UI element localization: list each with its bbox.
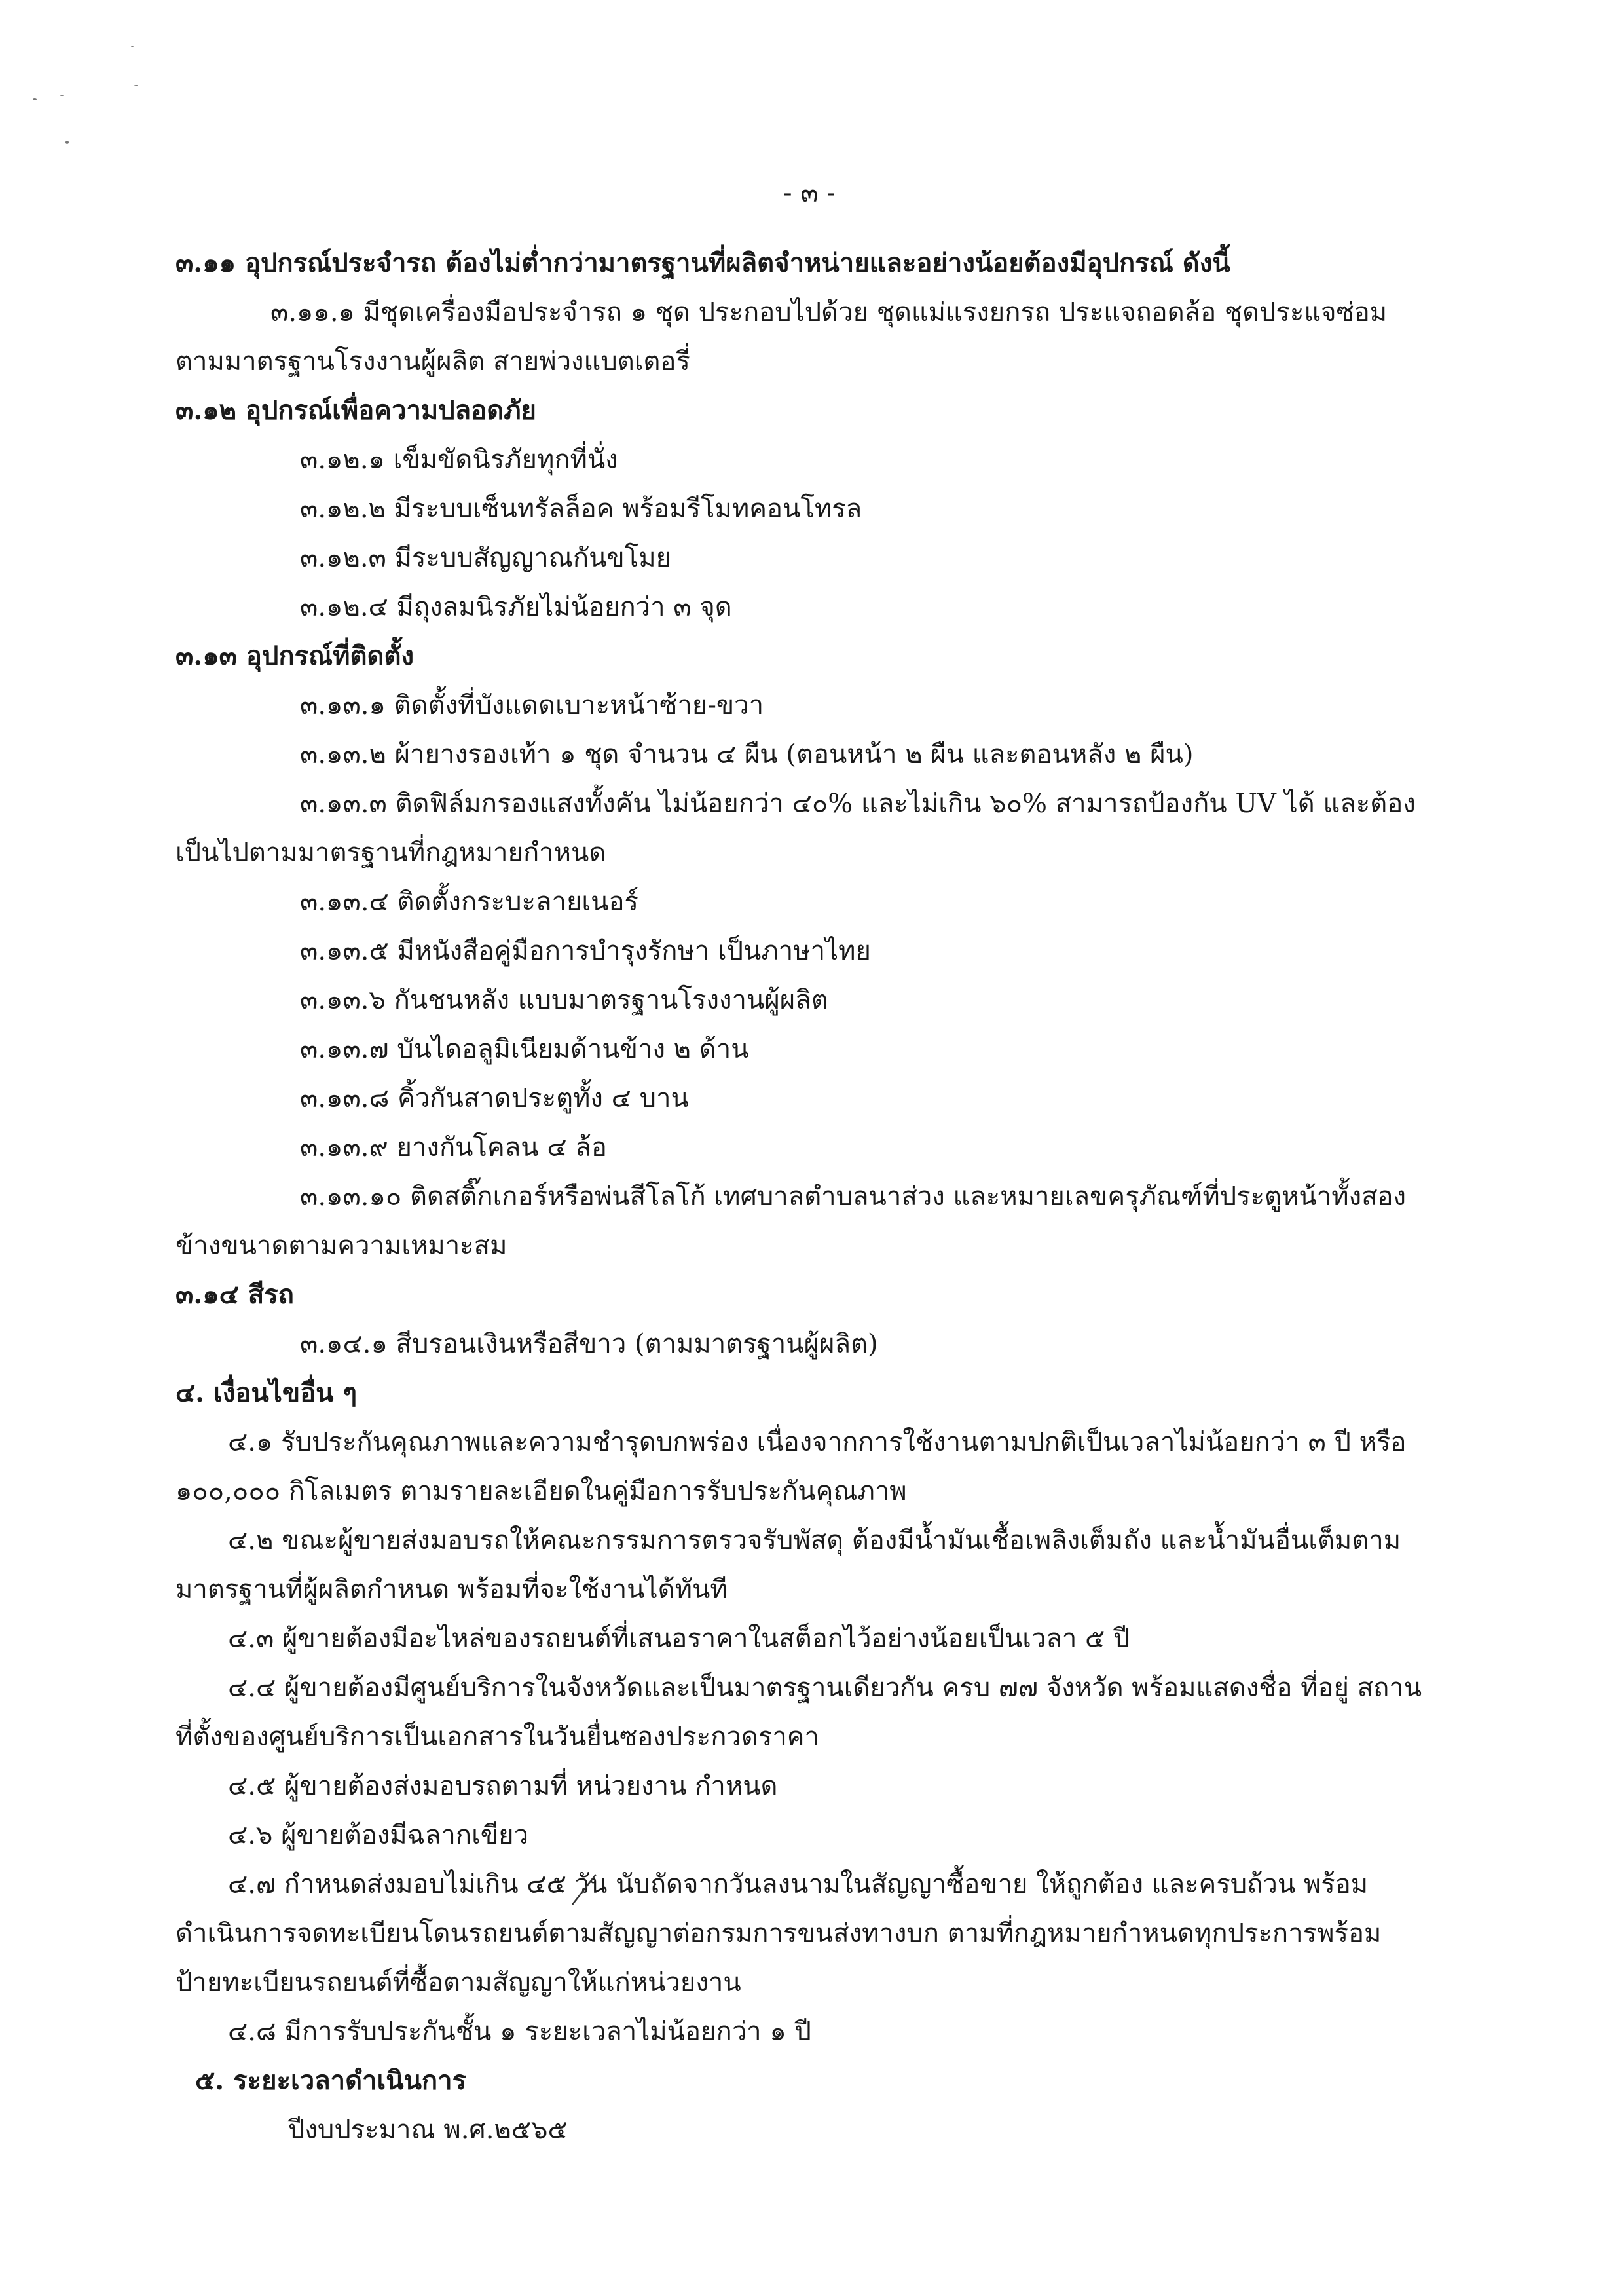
list-item: ๓.๑๒.๑ เข็มขัดนิรภัยทุกที่นั่ง (300, 445, 618, 475)
body-line: ที่ตั้งของศูนย์บริการเป็นเอกสารในวันยื่นซองประกวดราคา (175, 1722, 820, 1752)
scan-speck (134, 85, 138, 86)
section-heading: ๓.๑๒ อุปกรณ์เพื่อความปลอดภัย (175, 395, 536, 426)
list-item: ๓.๑๓.๗ บันไดอลูมิเนียมด้านข้าง ๒ ด้าน (300, 1034, 749, 1064)
list-item: ๓.๑๓.๔ ติดตั้งกระบะลายเนอร์ (300, 887, 638, 917)
list-item: ๓.๑๒.๓ มีระบบสัญญาณกันขโมย (300, 543, 672, 573)
scan-speck (33, 98, 37, 100)
list-item: ๓.๑๓.๕ มีหนังสือคู่มือการบำรุงรักษา เป็นภาษาไทย (300, 936, 871, 966)
list-item: ๔.๘ มีการรับประกันชั้น ๑ ระยะเวลาไม่น้อยกว่า ๑ ปี (228, 2017, 811, 2047)
body-line: ปีงบประมาณ พ.ศ.๒๕๖๕ (288, 2115, 568, 2145)
section-heading: ๕. ระยะเวลาดำเนินการ (195, 2065, 467, 2096)
body-line: เป็นไปตามมาตรฐานที่กฎหมายกำหนด (175, 838, 606, 868)
scan-speck (60, 95, 64, 96)
list-item: ๓.๑๒.๒ มีระบบเซ็นทรัลล็อค พร้อมรีโมทคอนโทรล (300, 494, 862, 524)
body-line: ตามมาตรฐานโรงงานผู้ผลิต สายพ่วงแบตเตอรี่ (175, 346, 690, 377)
list-item: ๓.๑๓.๑๐ ติดสติ๊กเกอร์หรือพ่นสีโลโก้ เทศบาลตำบลนาส่วง และหมายเลขครุภัณฑ์ที่ประตูหน้าทั้งสอง (300, 1182, 1407, 1212)
list-item: ๔.๒ ขณะผู้ขายส่งมอบรถให้คณะกรรมการตรวจรับพัสดุ ต้องมีน้ำมันเชื้อเพลิงเต็มถัง และน้ำมันอื่นเต็มตาม (228, 1525, 1401, 1556)
list-item: ๓.๑๓.๖ กันชนหลัง แบบมาตรฐานโรงงานผู้ผลิต (300, 985, 828, 1015)
section-heading: ๔. เงื่อนไขอื่น ๆ (175, 1377, 357, 1408)
body-line: ดำเนินการจดทะเบียนโดนรถยนต์ตามสัญญาต่อกรมการขนส่งทางบก ตามที่กฎหมายกำหนดทุกประการพร้อม (175, 1918, 1382, 1949)
list-item: ๓.๑๑.๑ มีชุดเครื่องมือประจำรถ ๑ ชุด ประกอบไปด้วย ชุดแม่แรงยกรถ ประแจถอดล้อ ชุดประแจซ่อม (270, 297, 1388, 327)
body-line: ๑๐๐,๐๐๐ กิโลเมตร ตามรายละเอียดในคู่มือการรับประกันคุณภาพ (175, 1476, 907, 1506)
list-item: ๔.๖ ผู้ขายต้องมีฉลากเขียว (228, 1820, 529, 1850)
list-item: ๓.๑๔.๑ สีบรอนเงินหรือสีขาว (ตามมาตรฐานผู้ผลิต) (300, 1329, 878, 1359)
body-line: มาตรฐานที่ผู้ผลิตกำหนด พร้อมที่จะใช้งานได้ทันที (175, 1575, 728, 1605)
list-item: ๔.๕ ผู้ขายต้องส่งมอบรถตามที่ หน่วยงาน กำหนด (228, 1771, 778, 1801)
list-item: ๓.๑๓.๓ ติดฟิล์มกรองแสงทั้งคัน ไม่น้อยกว่า ๔๐% และไม่เกิน ๖๐% สามารถป้องกัน UV ได้ และต้อง (300, 789, 1416, 819)
list-item: ๓.๑๓.๑ ติดตั้งที่บังแดดเบาะหน้าซ้าย-ขวา (300, 690, 764, 720)
section-heading: ๓.๑๑ อุปกรณ์ประจำรถ ต้องไม่ต่ำกว่ามาตรฐานที่ผลิตจำหน่ายและอย่างน้อยต้องมีอุปกรณ์ ดังนี้ (175, 248, 1230, 278)
scan-speck (131, 46, 134, 47)
scan-speck (65, 141, 69, 144)
handwritten-tick-mark (571, 1872, 599, 1907)
page-number: - ๓ - (783, 178, 836, 208)
list-item: ๔.๑ รับประกันคุณภาพและความชำรุดบกพร่อง เนื่องจากการใช้งานตามปกติเป็นเวลาไม่น้อยกว่า ๓ ปี หรือ (228, 1427, 1407, 1457)
list-item: ๔.๗ กำหนดส่งมอบไม่เกิน ๔๕ วัน นับถัดจากวันลงนามในสัญญาซื้อขาย ให้ถูกต้อง และครบถ้วน พร้อม (228, 1869, 1369, 1899)
list-item: ๓.๑๓.๒ ผ้ายางรองเท้า ๑ ชุด จำนวน ๔ ผืน (ตอนหน้า ๒ ผืน และตอนหลัง ๒ ผืน) (300, 739, 1194, 770)
list-item: ๓.๑๒.๔ มีถุงลมนิรภัยไม่น้อยกว่า ๓ จุด (300, 592, 732, 622)
list-item: ๔.๓ ผู้ขายต้องมีอะไหล่ของรถยนต์ที่เสนอราคาในสต็อกไว้อย่างน้อยเป็นเวลา ๕ ปี (228, 1624, 1130, 1654)
body-line: ป้ายทะเบียนรถยนต์ที่ซื้อตามสัญญาให้แก่หน่วยงาน (175, 1968, 741, 1998)
list-item: ๓.๑๓.๘ คิ้วกันสาดประตูทั้ง ๔ บาน (300, 1083, 689, 1113)
list-item: ๔.๔ ผู้ขายต้องมีศูนย์บริการในจังหวัดและเป็นมาตรฐานเดียวกัน ครบ ๗๗ จังหวัด พร้อมแสดงชื่อ ที่อยู่ สถาน (228, 1673, 1422, 1703)
section-heading: ๓.๑๔ สีรถ (175, 1279, 294, 1310)
section-heading: ๓.๑๓ อุปกรณ์ที่ติดตั้ง (175, 641, 414, 671)
list-item: ๓.๑๓.๙ ยางกันโคลน ๔ ล้อ (300, 1132, 607, 1163)
body-line: ข้างขนาดตามความเหมาะสม (175, 1231, 507, 1261)
